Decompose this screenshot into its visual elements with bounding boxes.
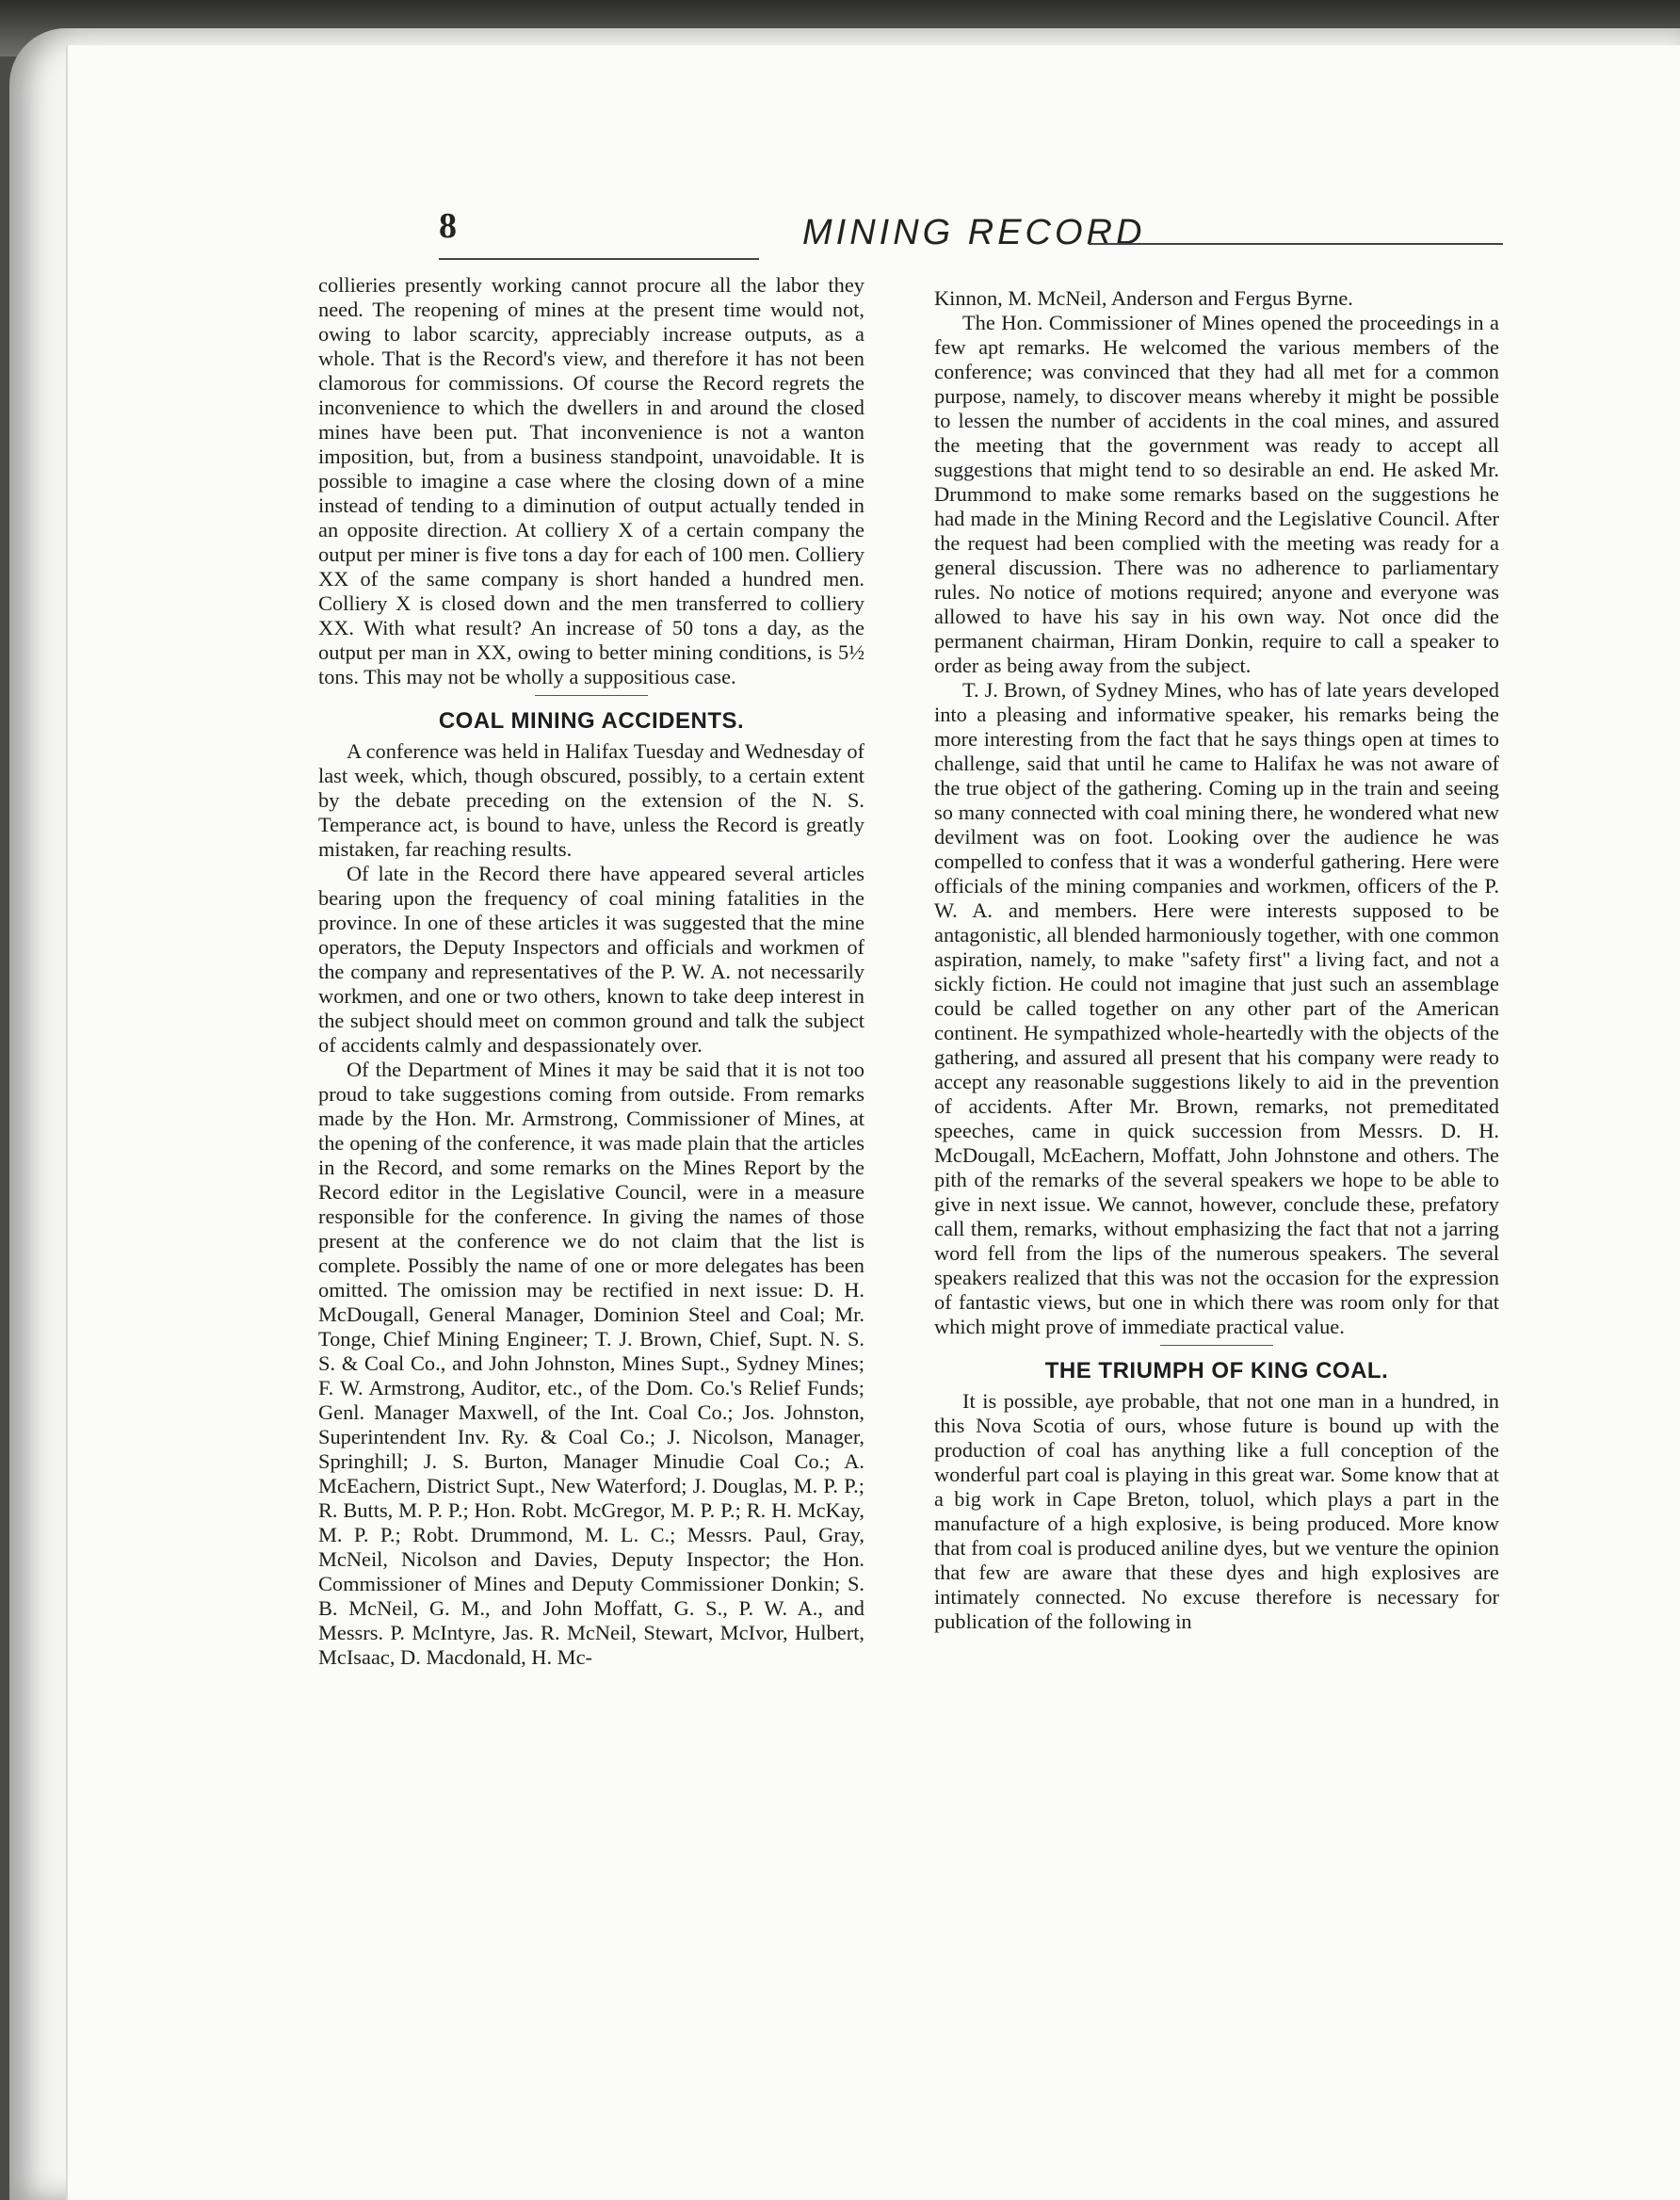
article-paragraph: T. J. Brown, of Sydney Mines, who has of late years developed into a pleasing and informative speaker, his remarks being the more interesting from the fact that he says things open at times to challenge, said that until he came to Halifax he was not aware of the true object of the gathering. Coming up in the train and seeing so many connected with coal mining there, he wondered what new devilment was on foot. Looking over the audience he was compelled to confess that it was a wonderful gathering. Here were officials of the mining companies and workmen, officers of the P. W. A. and members. Here were interests supposed to be antagonistic, all blended harmoniously together, with one common aspiration, namely, to make "safety first" a living fact, and not a sickly fiction. He could not imagine that just such an assemblage could be called together on any other part of the American continent. He sympathized whole-heartedly with the objects of the gathering, and assured all present that his company were ready to accept any reasonable suggestions likely to aid in the prevention of accidents. After Mr. Brown, remarks, not premeditated speeches, came in quick succession from Messrs. D. H. McDougall, McEachern, Moffatt, John Johnstone and others. The pith of the remarks of the several speakers we hope to be able to give in next issue. We cannot, however, conclude these, prefatory call them, remarks, without emphasizing the fact that not a jarring word fell from the lips of the numerous speakers. The several speakers realized that this was not the occasion for the expression of fantastic views, but one in which there was room only for that which might prove of immediate practical value. xyxy=(934,678,1499,1338)
header-rule-left xyxy=(439,258,759,260)
article-paragraph: It is possible, aye probable, that not one man in a hundred, in this Nova Scotia of ours, whose future is bound up with the production of coal has anything like a full conception of the wonderful part coal is playing in this great war. Some know that at a big work in Cape Breton, toluol, which plays a part in the manufacture of a high explosive, is being produced. More know that from coal is produced aniline dyes, but we venture the opinion that few are aware that these dyes and high explosives are intimately connected. No excuse therefore is necessary for publication of the following in xyxy=(934,1389,1499,1633)
article-continuation-line: Kinnon, M. McNeil, Anderson and Fergus Byrne. xyxy=(934,286,1353,310)
article-paragraph: Of late in the Record there have appeared several articles bearing upon the frequency of coal mining fatalities in the province. In one of these articles it was suggested that the mine operators, the Deputy Inspectors and officials and workmen of the company and representatives of the P. W. A. not necessarily workmen, and one or two others, known to take deep interest in the subject should meet on common ground and talk the subject of accidents calmly and despassionately over. xyxy=(318,862,864,1057)
header-rule-right xyxy=(1089,243,1503,245)
section-heading-coal-mining-accidents: COAL MINING ACCIDENTS. xyxy=(438,708,745,734)
article-paragraph: A conference was held in Halifax Tuesday and Wednesday of last week, which, though obscured, possibly, to a certain extent by the debate preceding on the extension of the N. S. Temperance act, is bound to have, unless the Record is greatly mistaken, far reaching results. xyxy=(318,739,864,861)
section-divider xyxy=(535,695,648,696)
section-heading-triumph-of-king-coal: THE TRIUMPH OF KING COAL. xyxy=(1044,1358,1389,1383)
page-header xyxy=(439,205,1503,262)
journal-title: MINING RECORD xyxy=(802,213,1146,252)
section-divider xyxy=(1160,1345,1273,1346)
page-number: 8 xyxy=(439,206,457,246)
left-column xyxy=(318,273,864,1670)
article-continuation-paragraph: collieries presently working cannot procure all the labor they need. The reopening of mines at the present time would not, owing to labor scarcity, appreciably increase outputs, as a whole. That is the Record's view, and therefore it has not been clamorous for commissions. Of course the Record regrets the inconvenience to which the dwellers in and around the closed mines have been put. That inconvenience is not a wanton imposition, but, from a business standpoint, unavoidable. It is possible to imagine a case where the closing down of a mine instead of tending to a diminution of output actually tended in an opposite direction. At colliery X of a certain company the output per miner is five tons a day for each of 100 men. Colliery XX of the same company is short handed a hundred men. Colliery X is closed down and the men transferred to colliery XX. With what result? An increase of 50 tons a day, as the output per man in XX, owing to better mining conditions, is 5½ tons. This may not be wholly a suppositious case. xyxy=(318,273,864,688)
article-paragraph: Of the Department of Mines it may be said that it is not too proud to take suggestions coming from outside. From remarks made by the Hon. Mr. Armstrong, Commissioner of Mines, at the opening of the conference, it was made plain that the articles in the Record, and some remarks on the Mines Report by the Record editor in the Legislative Council, were in a measure responsible for the conference. In giving the names of those present at the conference we do not claim that the list is complete. Possibly the name of one or more delegates has been omitted. The omission may be rectified in next issue: D. H. McDougall, General Manager, Dominion Steel and Coal; Mr. Tonge, Chief Mining Engineer; T. J. Brown, Chief, Supt. N. S. S. & Coal Co., and John Johnston, Mines Supt., Sydney Mines; F. W. Armstrong, Auditor, etc., of the Dom. Co.'s Relief Funds; Genl. Manager Maxwell, of the Int. Coal Co.; Jos. Johnston, Superintendent Inv. Ry. & Coal Co.; J. Nicolson, Manager, Springhill; J. S. Burton, Manager Minudie Coal Co.; A. McEachern, District Supt., New Waterford; J. Douglas, M. P. P.; R. Butts, M. P. P.; Hon. Robt. McGregor, M. P. P.; R. H. McKay, M. P. P.; Robt. Drummond, M. L. C.; Messrs. Paul, Gray, McNeil, Nicolson and Davies, Deputy Inspector; the Hon. Commissioner of Mines and Deputy Commissioner Donkin; S. B. McNeil, G. M., and John Moffatt, G. S., P. W. A., and Messrs. P. McIntyre, Jas. R. McNeil, Stewart, McIvor, Hulbert, McIsaac, D. Macdonald, H. Mc- xyxy=(318,1058,864,1669)
right-column xyxy=(934,286,1499,1634)
article-paragraph: The Hon. Commissioner of Mines opened the proceedings in a few apt remarks. He welcomed the various members of the conference; was convinced that they had all met for a common purpose, namely, to discover means whereby it might be possible to lessen the number of accidents in the coal mines, and assured the meeting that the government was ready to accept all suggestions that might tend to so desirable an end. He asked Mr. Drummond to make some remarks based on the suggestions he had made in the Mining Record and the Legislative Council. After the request had been complied with the meeting was ready for a general discussion. There was no adherence to parliamentary rules. No notice of motions required; anyone and everyone was allowed to have his say in his own way. Not once did the permanent chairman, Hiram Donkin, require to call a speaker to order as being away from the subject. xyxy=(934,311,1499,677)
